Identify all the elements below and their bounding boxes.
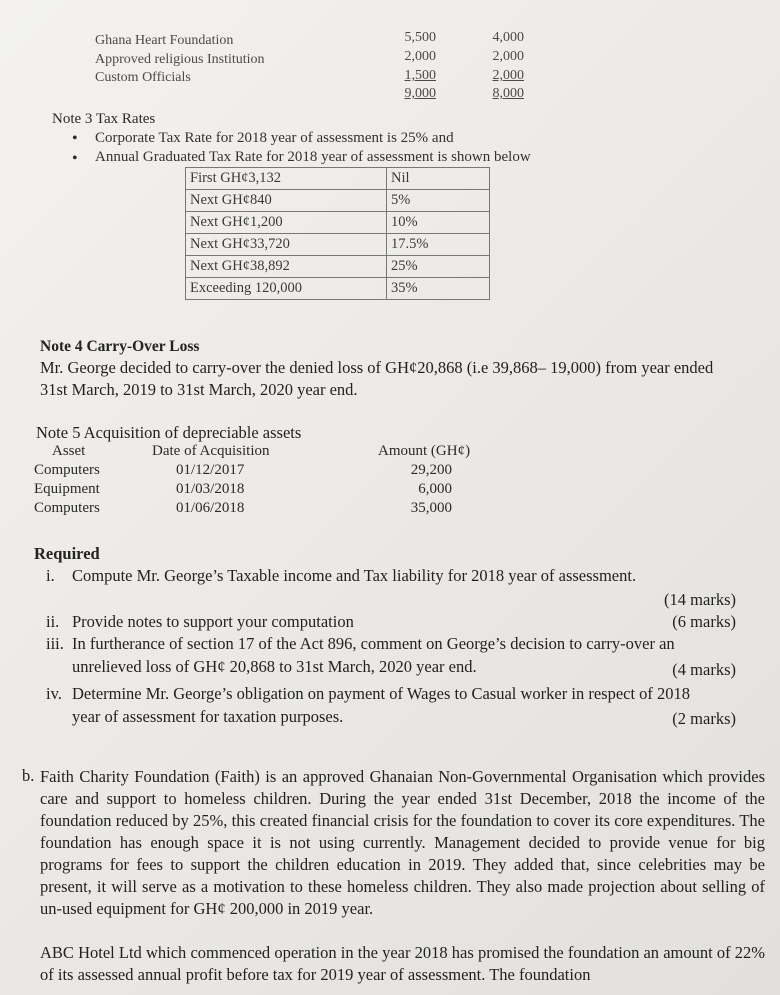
tax-rate: 25% bbox=[387, 256, 490, 278]
required-text-3b: unrelieved loss of GH¢ 20,868 to 31st March, 2020 year end. bbox=[72, 657, 477, 676]
donation-b-2: 2,000 bbox=[492, 49, 524, 64]
donation-name-3: Custom Officials bbox=[95, 70, 191, 85]
donation-b-3: 2,000 bbox=[492, 68, 524, 83]
note4-title: Note 4 Carry-Over Loss bbox=[40, 338, 200, 355]
required-num-2: ii. bbox=[46, 612, 60, 631]
part-b-paragraph-1: Faith Charity Foundation (Faith) is an approved Ghanaian Non-Governmental Organisation which provides care and support to homeless children. During the year ended 31st December, 2018 the income of the foundation reduced by 25%, this created financial crisis for the foundation to cover its core expenditures. The foundation has enough space it is not using currently. Management decided to provide venue for big programs for fees to support the children education in 2019. They added that, since celebrities may be present, it will serve as a motivation to these homeless children. They also made projection about selling of un-used equipment for GH¢ 200,000 in 2019 year. bbox=[40, 767, 765, 918]
donation-name-2: Approved religious Institution bbox=[95, 52, 265, 67]
donation-b-1: 4,000 bbox=[492, 30, 524, 45]
table-row bbox=[186, 278, 490, 300]
note4-line1: Mr. George decided to carry-over the denied loss of GH¢20,868 (i.e 39,868– 19,000) from year ended bbox=[40, 358, 714, 377]
donation-name-1: Ghana Heart Foundation bbox=[95, 33, 234, 48]
asset-name: Equipment bbox=[34, 481, 100, 497]
required-num-3: iii. bbox=[46, 634, 64, 653]
asset-amount: 6,000 bbox=[418, 481, 452, 497]
note5-col-asset: Asset bbox=[52, 443, 86, 459]
asset-amount: 35,000 bbox=[410, 500, 452, 516]
note4-line2: 31st March, 2019 to 31st March, 2020 year end. bbox=[40, 380, 358, 399]
tax-rate: Nil bbox=[387, 168, 490, 190]
asset-name: Computers bbox=[34, 500, 100, 516]
note5-title: Note 5 Acquisition of depreciable assets bbox=[36, 423, 302, 442]
tax-band: Next GH¢840 bbox=[186, 190, 387, 212]
required-num-1: i. bbox=[46, 566, 55, 585]
required-text-4b: year of assessment for taxation purposes. bbox=[72, 707, 344, 726]
note3-bullet2: Annual Graduated Tax Rate for 2018 year of assessment is shown below bbox=[95, 149, 531, 165]
donation-a-total: 9,000 bbox=[404, 86, 436, 101]
tax-band: Next GH¢33,720 bbox=[186, 234, 387, 256]
tax-rate: 10% bbox=[387, 212, 490, 234]
required-text-3: In furtherance of section 17 of the Act 896, comment on George’s decision to carry-over an bbox=[72, 634, 675, 653]
table-row bbox=[186, 212, 490, 234]
tax-band: Exceeding 120,000 bbox=[186, 278, 387, 300]
asset-date: 01/12/2017 bbox=[176, 462, 245, 478]
required-text-4: Determine Mr. George’s obligation on payment of Wages to Casual worker in respect of 2018 bbox=[72, 684, 691, 703]
table-row bbox=[186, 234, 490, 256]
tax-band: Next GH¢38,892 bbox=[186, 256, 387, 278]
required-title: Required bbox=[34, 544, 100, 563]
donation-b-total: 8,000 bbox=[492, 86, 524, 101]
tax-rate: 17.5% bbox=[387, 234, 490, 256]
table-row bbox=[186, 256, 490, 278]
note5-col-amount: Amount (GH¢) bbox=[378, 443, 471, 459]
bullet-dot: • bbox=[72, 150, 78, 167]
required-marks-2: (6 marks) bbox=[672, 612, 736, 631]
bullet-dot: • bbox=[72, 130, 78, 147]
tax-rate-table bbox=[185, 167, 490, 300]
required-num-4: iv. bbox=[46, 684, 62, 703]
tax-band: First GH¢3,132 bbox=[186, 168, 387, 190]
part-b-label: b. bbox=[22, 766, 35, 785]
asset-date: 01/03/2018 bbox=[176, 481, 245, 497]
note5-col-date: Date of Acquisition bbox=[152, 443, 270, 459]
tax-band: Next GH¢1,200 bbox=[186, 212, 387, 234]
required-marks-3: (4 marks) bbox=[672, 660, 736, 679]
asset-amount: 29,200 bbox=[410, 462, 452, 478]
donation-a-2: 2,000 bbox=[404, 49, 436, 64]
table-row bbox=[186, 168, 490, 190]
part-b-paragraph-2: ABC Hotel Ltd which commenced operation in the year 2018 has promised the foundation an amount of 22% of its assessed annual profit before tax for 2019 year of assessment. The foundation bbox=[40, 943, 765, 984]
tax-rate: 35% bbox=[387, 278, 490, 300]
note3-bullet1: Corporate Tax Rate for 2018 year of assessment is 25% and bbox=[95, 130, 454, 146]
required-marks-1: (14 marks) bbox=[664, 590, 736, 609]
note3-title: Note 3 Tax Rates bbox=[52, 111, 156, 127]
required-text-2: Provide notes to support your computation bbox=[72, 612, 354, 631]
asset-date: 01/06/2018 bbox=[176, 500, 245, 516]
required-text-1: Compute Mr. George’s Taxable income and Tax liability for 2018 year of assessment. bbox=[72, 566, 637, 585]
asset-name: Computers bbox=[34, 462, 100, 478]
required-marks-4: (2 marks) bbox=[672, 709, 736, 728]
table-row bbox=[186, 190, 490, 212]
tax-rate: 5% bbox=[387, 190, 490, 212]
donation-a-3: 1,500 bbox=[404, 68, 436, 83]
donation-a-1: 5,500 bbox=[404, 30, 436, 45]
